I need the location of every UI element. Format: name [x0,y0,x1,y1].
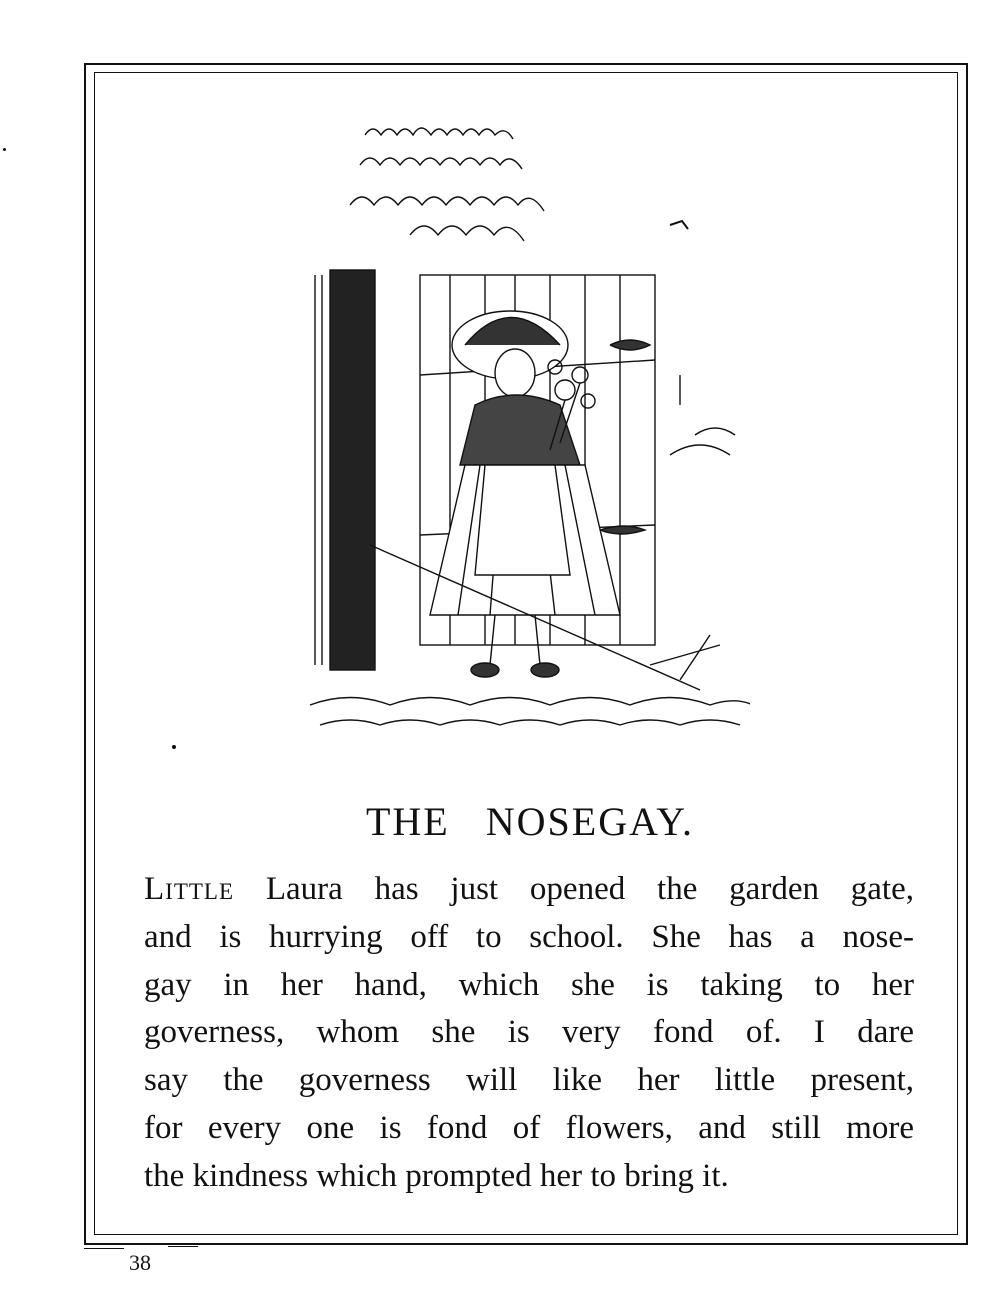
bottom-rule [84,1243,968,1245]
ink-speck [172,745,176,749]
section-heading [0,798,1000,845]
footer-dash-right [168,1246,198,1247]
paragraph-line-1 [144,866,914,914]
paragraph-line-6: for every one is fond of flowers, and still more [144,1109,914,1146]
paragraph-line-7: the kindness which prompted her to bring it. [144,1157,729,1194]
line1-text: Laura has just opened the garden gate, [234,871,914,907]
paragraph-line-5: say the governess will like her little present, [144,1062,914,1099]
engraving-illustration [300,105,750,750]
heading-word-nosegay: NOSEGAY. [485,799,695,844]
page-number: 38 [129,1250,151,1275]
heading-word-the: THE [365,799,450,844]
footer-dash-left [84,1248,124,1249]
paragraph-line-3: gay in her hand, which she is taking to her [144,966,914,1003]
story-paragraph [144,866,914,1201]
opening-smallcaps: Little [144,871,235,907]
ink-speck [3,148,6,151]
paragraph-line-4: governess, whom she is very fond of. I dare [144,1014,914,1051]
paragraph-line-2: and is hurrying off to school. She has a nose- [144,918,914,955]
